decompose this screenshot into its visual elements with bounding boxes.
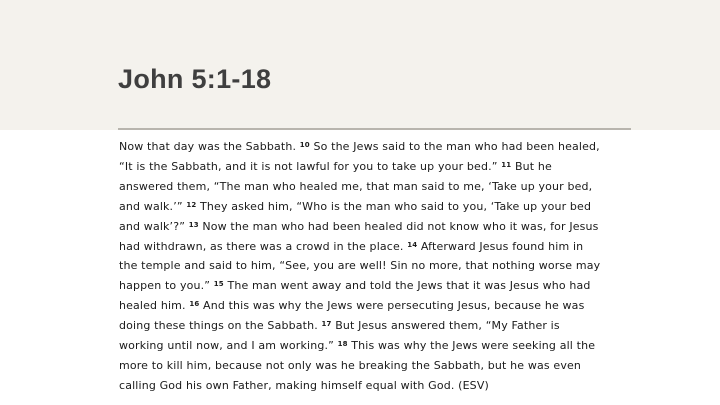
verse-number: 14	[407, 240, 418, 249]
verse-number: 13	[188, 220, 199, 229]
verse-text: And this was why the Jews were persecuting Jesus, because he was doing these things on the Sabbath.	[119, 299, 585, 333]
slide-title: John 5:1-18	[118, 64, 272, 94]
verse-text: This was why the Jews were seeking all the more to kill him, because not only was he breaking the Sabbath, but he was even calling God his own Father, making himself equal with God. (ESV)	[119, 339, 596, 392]
verse-number: 18	[337, 340, 348, 349]
scripture-passage	[119, 137, 639, 396]
verse-text: Now that day was the Sabbath.	[119, 140, 300, 153]
verse-text: But Jesus answered them, “My Father is working until now, and I am working.”	[119, 319, 560, 353]
title-divider	[118, 128, 631, 130]
verse-text: The man went away and told the Jews that it was Jesus who had healed him.	[119, 279, 591, 313]
verse-number: 10	[299, 141, 310, 149]
verse-number: 17	[321, 320, 332, 329]
header-band	[0, 0, 720, 130]
verse-number: 15	[213, 280, 224, 289]
verse-text: Now the man who had been healed did not know who it was, for Jesus had withdrawn, as there was a crowd in the place.	[119, 219, 599, 253]
verse-text: They asked him, “Who is the man who said to you, ‘Take up your bed and walk’?”	[119, 199, 592, 233]
verse-text: So the Jews said to the man who had been healed, “It is the Sabbath, and it is not lawful for you to take up your bed.”	[119, 140, 600, 173]
verse-text: Afterward Jesus found him in the temple and said to him, “See, you are well! Sin no more, that nothing worse may happen to you.”	[119, 239, 601, 293]
verse-number: 12	[186, 200, 197, 209]
verse-number: 11	[501, 160, 512, 169]
verse-number: 16	[189, 300, 200, 309]
verse-text: But he answered them, “The man who healed me, that man said to me, ‘Take up your bed, and walk.’”	[119, 159, 593, 213]
